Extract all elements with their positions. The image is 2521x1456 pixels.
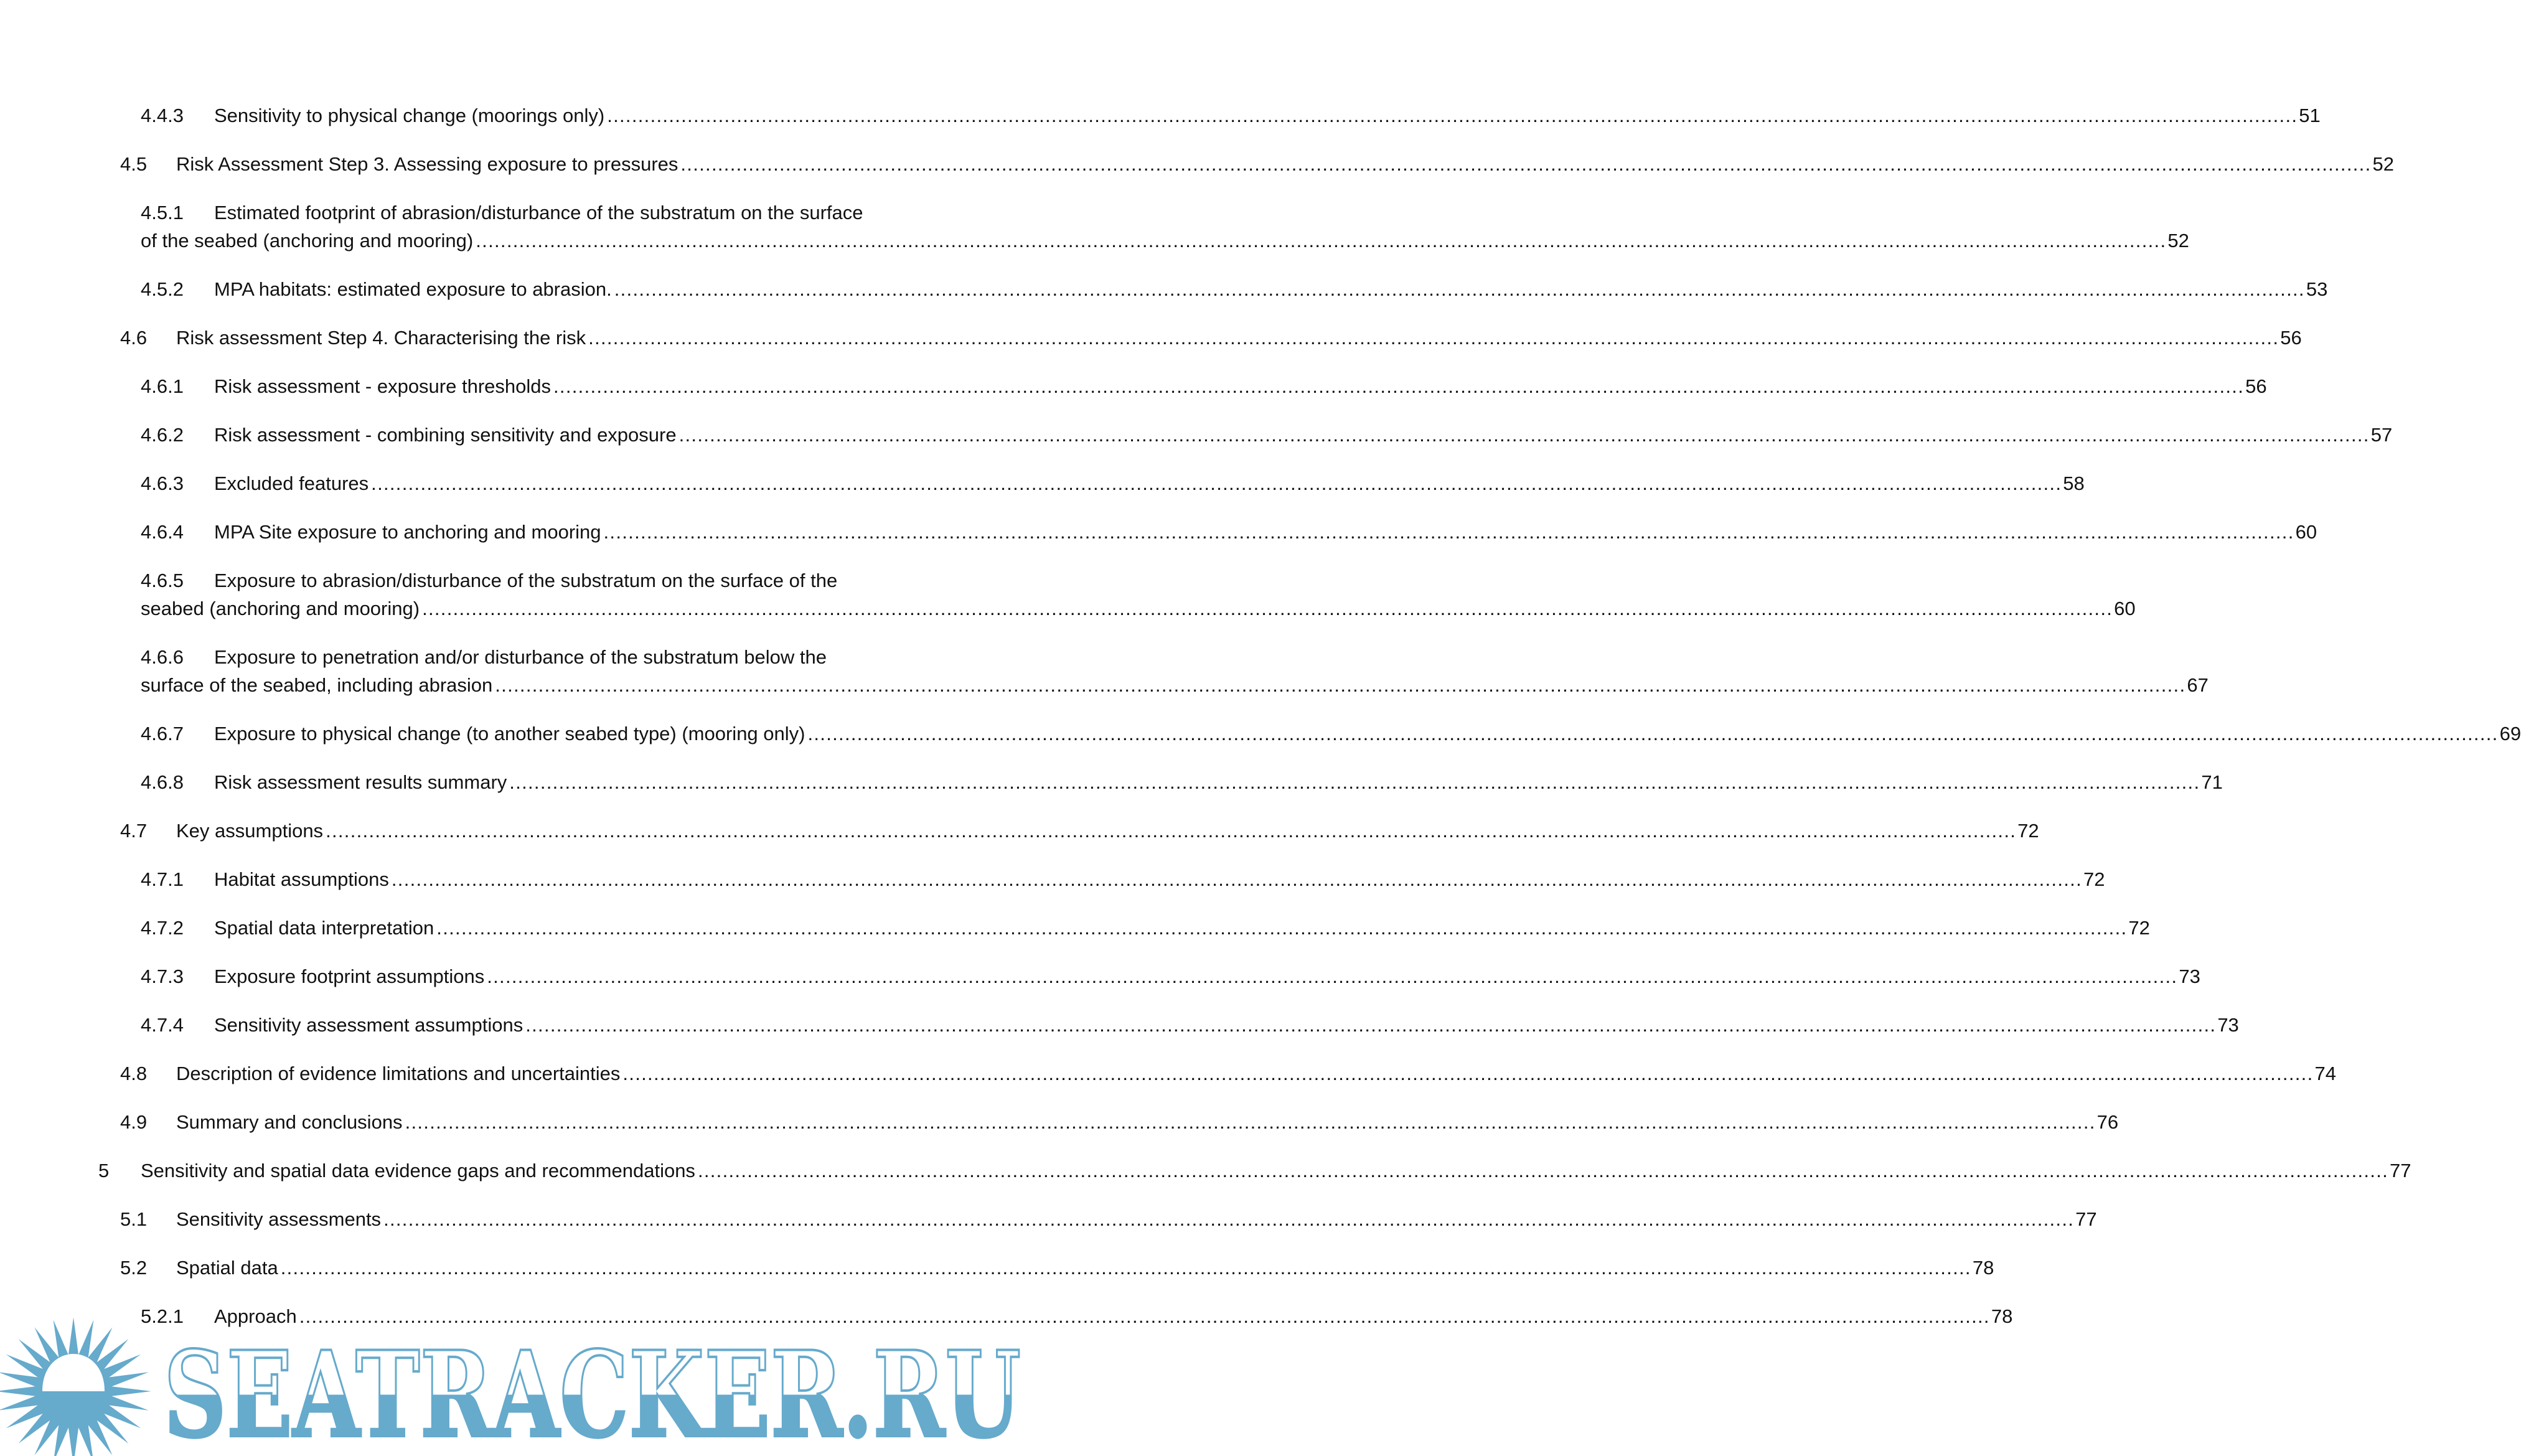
toc-entry[interactable] [0, 1205, 2097, 1233]
toc-entry[interactable] [0, 1157, 2411, 1185]
toc-title: Estimated footprint of abrasion/disturbance of the substratum on the surface [214, 202, 863, 223]
toc-line [0, 1205, 2097, 1233]
toc-line [0, 324, 2302, 352]
toc-number: 4.5 [120, 153, 148, 175]
toc-number: 4.7.3 [141, 965, 184, 987]
toc-line [0, 962, 2200, 990]
toc-page-number: 69 [2499, 723, 2521, 744]
toc-page-number: 60 [2114, 598, 2136, 619]
toc-entry[interactable] [0, 469, 2085, 497]
toc-entry[interactable] [0, 768, 2223, 796]
toc-number: 5.2.1 [141, 1305, 184, 1327]
toc-entry[interactable] [0, 372, 2267, 400]
toc-page-number: 78 [1972, 1257, 1994, 1279]
toc-entry[interactable] [0, 199, 2189, 255]
toc-number: 4.6.8 [141, 771, 184, 793]
dot-leader [679, 421, 2370, 449]
watermark-text: SEATRACKER.RU [164, 1325, 1021, 1456]
toc-entry[interactable] [0, 1254, 1994, 1282]
toc-entry[interactable] [0, 421, 2393, 449]
toc-page-number: 52 [2167, 230, 2189, 251]
toc-title: Approach [214, 1305, 297, 1327]
dot-leader [487, 962, 2177, 990]
toc-title: MPA habitats: estimated exposure to abrasion. [214, 278, 612, 300]
toc-entry[interactable] [0, 720, 2521, 748]
dot-leader [495, 671, 2185, 699]
toc-line [0, 594, 2136, 622]
toc-entry[interactable] [0, 518, 2317, 546]
toc-page-number: 52 [2372, 153, 2394, 175]
toc-line [0, 768, 2223, 796]
toc-line [0, 1254, 1994, 1282]
toc-title: Sensitivity assessments [176, 1208, 382, 1230]
toc-entry[interactable] [0, 1059, 2336, 1087]
toc-line [0, 227, 2189, 255]
toc-title: Sensitivity to physical change (moorings only) [214, 105, 605, 126]
toc-title: Risk assessment results summary [214, 771, 507, 793]
toc-number: 4.6.6 [141, 646, 184, 668]
toc-line [0, 275, 2328, 303]
toc-line [0, 1157, 2411, 1185]
toc-page-number: 73 [2217, 1014, 2239, 1036]
toc-line [0, 1011, 2239, 1039]
toc-title: Spatial data interpretation [214, 917, 434, 939]
toc-number: 4.4.3 [141, 105, 184, 126]
toc-number: 4.5.1 [141, 202, 184, 223]
toc-title: Sensitivity and spatial data evidence gaps and recommendations [141, 1160, 695, 1181]
toc-title: Exposure footprint assumptions [214, 965, 485, 987]
toc-page-number: 76 [2096, 1111, 2119, 1133]
toc-title: Habitat assumptions [214, 868, 389, 890]
toc-page-number: 73 [2179, 965, 2200, 987]
toc-entry[interactable] [0, 150, 2394, 178]
toc-title: Exposure to penetration and/or disturbance of the substratum below the [214, 646, 827, 668]
toc-title: Risk assessment - combining sensitivity and exposure [214, 424, 677, 446]
toc-title: Spatial data [176, 1257, 278, 1279]
toc-line [0, 720, 2521, 748]
toc-title-continued: surface of the seabed, including abrasion [141, 674, 493, 696]
toc-line [0, 101, 2321, 129]
dot-leader [607, 101, 2298, 129]
toc-entry[interactable] [0, 1011, 2239, 1039]
toc-entry[interactable] [0, 865, 2105, 893]
toc-line [0, 817, 2039, 845]
toc-entry[interactable] [0, 566, 2136, 622]
toc-line [0, 150, 2394, 178]
dot-leader [436, 914, 2127, 942]
toc-title: Description of evidence limitations and uncertainties [176, 1063, 621, 1084]
dot-leader [553, 372, 2244, 400]
dot-leader [371, 469, 2062, 497]
toc-title: Exposure to physical change (to another seabed type) (mooring only) [214, 723, 805, 744]
toc-page-number: 77 [2390, 1160, 2411, 1181]
toc-title-continued: seabed (anchoring and mooring) [141, 598, 420, 619]
toc-number: 4.9 [120, 1111, 148, 1133]
toc-title: Key assumptions [176, 820, 324, 842]
dot-leader [281, 1254, 1971, 1282]
toc-entry[interactable] [0, 817, 2039, 845]
toc-entry[interactable] [0, 1108, 2119, 1136]
dot-leader [476, 227, 2166, 255]
table-of-contents [0, 101, 2521, 1351]
toc-title-continued: of the seabed (anchoring and mooring) [141, 230, 474, 251]
dot-leader [383, 1205, 2074, 1233]
toc-page-number: 74 [2314, 1063, 2336, 1084]
dot-leader [614, 275, 2305, 303]
toc-number: 4.6.7 [141, 723, 184, 744]
toc-title: Risk assessment - exposure thresholds [214, 375, 552, 397]
toc-number: 5.1 [120, 1208, 148, 1230]
toc-number: 5 [98, 1160, 110, 1181]
toc-entry[interactable] [0, 643, 2209, 699]
toc-number: 5.2 [120, 1257, 148, 1279]
dot-leader [392, 865, 2082, 893]
dot-leader [326, 817, 2016, 845]
toc-title: Excluded features [214, 472, 369, 494]
seatracker-watermark [0, 1304, 1030, 1456]
toc-line [0, 518, 2317, 546]
toc-entry[interactable] [0, 962, 2200, 990]
sun-logo-icon [0, 1317, 151, 1456]
dot-leader [422, 594, 2113, 622]
toc-page-number: 56 [2245, 375, 2267, 397]
toc-page-number: 51 [2299, 105, 2321, 126]
toc-page-number: 72 [2083, 868, 2105, 890]
toc-title: Summary and conclusions [176, 1111, 403, 1133]
toc-line [0, 421, 2393, 449]
toc-line [0, 372, 2267, 400]
toc-page-number: 53 [2306, 278, 2328, 300]
dot-leader [525, 1011, 2216, 1039]
toc-line [0, 865, 2105, 893]
dot-leader [622, 1059, 2313, 1087]
toc-number: 4.5.2 [141, 278, 184, 300]
toc-page-number: 60 [2295, 521, 2317, 543]
toc-page-number: 72 [2017, 820, 2039, 842]
toc-number: 4.7.2 [141, 917, 184, 939]
toc-title: Risk assessment Step 4. Characterising the risk [176, 327, 586, 349]
toc-number: 4.6.5 [141, 570, 184, 591]
toc-page-number: 71 [2201, 771, 2223, 793]
toc-page-number: 72 [2128, 917, 2150, 939]
toc-entry[interactable] [0, 914, 2150, 942]
toc-number: 4.7.1 [141, 868, 184, 890]
toc-line [0, 1059, 2336, 1087]
toc-page-number: 78 [1991, 1305, 2013, 1327]
toc-page-number: 56 [2280, 327, 2302, 349]
dot-leader [807, 720, 2498, 748]
toc-entry[interactable] [0, 275, 2328, 303]
dot-leader [509, 768, 2200, 796]
toc-line [0, 671, 2209, 699]
toc-line [0, 199, 1030, 227]
toc-number: 4.6.3 [141, 472, 184, 494]
toc-page-number: 58 [2063, 472, 2085, 494]
toc-number: 4.6 [120, 327, 148, 349]
toc-page-number: 67 [2187, 674, 2209, 696]
toc-entry[interactable] [0, 324, 2302, 352]
toc-line [0, 469, 2085, 497]
toc-number: 4.7 [120, 820, 148, 842]
toc-line [0, 643, 1030, 671]
dot-leader [405, 1108, 2096, 1136]
toc-page-number: 77 [2075, 1208, 2097, 1230]
toc-title: MPA Site exposure to anchoring and mooring [214, 521, 601, 543]
dot-leader [588, 324, 2279, 352]
toc-line [0, 914, 2150, 942]
toc-number: 4.6.4 [141, 521, 184, 543]
dot-leader [680, 150, 2371, 178]
toc-entry[interactable] [0, 101, 2321, 129]
toc-number: 4.7.4 [141, 1014, 184, 1036]
toc-title: Risk Assessment Step 3. Assessing exposure to pressures [176, 153, 678, 175]
dot-leader [604, 518, 2294, 546]
toc-title: Exposure to abrasion/disturbance of the substratum on the surface of the [214, 570, 838, 591]
toc-number: 4.6.1 [141, 375, 184, 397]
toc-number: 4.8 [120, 1063, 148, 1084]
toc-page-number: 57 [2370, 424, 2393, 446]
toc-line [0, 1108, 2119, 1136]
dot-leader [698, 1157, 2388, 1185]
toc-number: 4.6.2 [141, 424, 184, 446]
toc-title: Sensitivity assessment assumptions [214, 1014, 523, 1036]
toc-line [0, 566, 1030, 594]
